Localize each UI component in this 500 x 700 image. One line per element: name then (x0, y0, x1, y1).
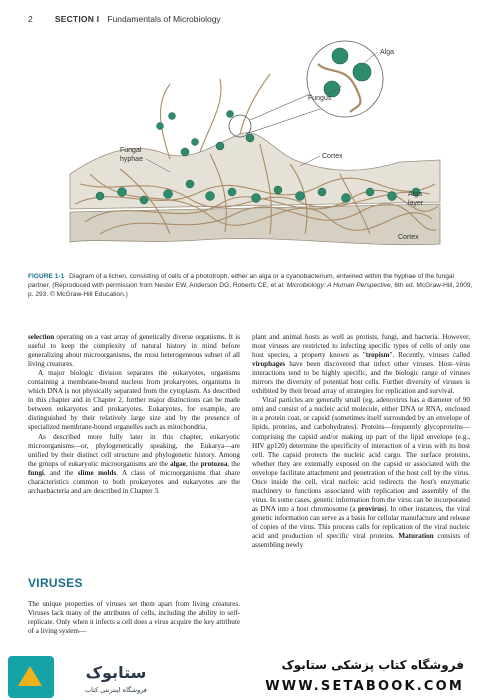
caption-text-2: , 6th ed. McGraw-Hill, 2009, p. 293. © McGraw-Hill Education.) (28, 282, 473, 298)
term-fungi: fungi (28, 468, 44, 477)
paragraph-text: Viral particles are generally small (eg, adenovirus has a diameter of 90 nm) and consist of a nucleic acid molecule, either DNA or RNA, enclosed in a protein coat, or capsid (sometimes itself surrounded by an envelope of lipids, proteins, and carbohydrates). Proteins—frequently glycoproteins—comprising the capsid and/or making up part of the lipid envelope (e.g., HIV gp120) determine the specificity of interaction of a virus with its host cell. The capsid protects the nucleic acid cargo. The surface proteins, whether they are externally exposed on the capsid or associated with the envelope facilitate attachment and penetration of the host cell by the virus. Once inside the cell, viral nucleic acid redirects the host's enzymatic machinery to functions associated with replication and assembly of the virus. In some cases, genetic information from the virus can be incorporated as DNA into a host chromosome (a (252, 396, 470, 513)
paragraph-text: , the (227, 459, 240, 468)
label-cortex-top: Cortex (322, 153, 343, 160)
paragraph-text: consists of assembling newly (252, 532, 470, 550)
left-column (28, 333, 240, 496)
paragraph (28, 600, 240, 636)
paragraph-text: operating on a vast array of genetically diverse organisms. It is useful to keep the complexity of natural history in mind before generalizing about microorganisms, the most heterogeneous subset of all living creatures. (28, 333, 240, 369)
right-column (252, 333, 470, 550)
setabook-logo[interactable] (8, 656, 173, 698)
paragraph (252, 396, 470, 550)
paragraph-text: plant and animal hosts as well as protists, fungi, and bacteria. However, most viruses are restricted to infecting specific types of cells of only one host species, a property known as " (252, 333, 470, 360)
paragraph (28, 433, 240, 496)
paragraph-text: have been discovered that infect other viruses. Host–virus interactions tend to be highly specific, and the biologic range of viruses mirrors the diversity of potential host cells. Further diversity of viruses is exhibited by their broad array of strategies for replication and survival. (252, 360, 470, 396)
label-alga-layer-2: layer (408, 200, 424, 207)
ad-website-url[interactable]: WWW.SETABOOK.COM (265, 679, 464, 694)
lichen-figure (60, 34, 450, 266)
paragraph-text: ". Recently, viruses called (389, 351, 471, 360)
label-cortex-bottom: Cortex (398, 234, 419, 241)
paragraph (252, 333, 470, 396)
paragraph (28, 369, 240, 432)
paragraph-text: A major biologic division separates the eukaryotes, organisms containing a membrane-bound nucleus from prokaryotes, organisms in which DNA is not physically separated from the cytoplasm. As described in this chapter and in Chapter 2, further major distinctions can be made between eukaryotes and prokaryotes. Eukaryotes, for example, are distinguished by their relatively large size and by the presence of specialized membrane-bound organelles such as mitochondria. (28, 369, 240, 432)
caption-text-1: Diagram of a lichen, consisting of cells of a phototroph, either an alga or a cyanobacterium, entwined within the hyphae of the fungal partner. (Reproduced with permission from Nester EW, Anderson DG, Roberts CE, et al: (28, 273, 454, 289)
paragraph (28, 333, 240, 369)
running-header (28, 14, 472, 28)
label-fungus: Fungus (308, 95, 332, 102)
term-provirus: provirus (357, 504, 384, 513)
paragraph-text: As described more fully later in this chapter, eukaryotic microorganisms—or, phylogenetically speaking, the Eukarya—are unified by their distinct cell structure and phylogenetic history. Among the groups of eukaryotic microorganisms are the (28, 432, 240, 468)
logo-subtext: فروشگاه اینترنتی کتاب (85, 686, 147, 694)
label-fungal-hyphae-2: hyphae (120, 156, 143, 163)
paragraph-text: , the (185, 459, 201, 468)
section-heading-viruses: VIRUSES (28, 576, 83, 590)
paragraph-text: . A class of microorganisms that share characteristics common to both prokaryotes and eukaryotes are the archaebacteria and are described in Chapter 3. (28, 468, 240, 495)
term-protozoa: protozoa (200, 459, 228, 468)
page-number: 2 (28, 14, 33, 24)
ad-title-persian: فروشگاه کتاب پزشکی ستابوک (281, 658, 464, 672)
term-algae: algae (170, 459, 186, 468)
left-column-viruses (28, 600, 240, 636)
figure-caption (28, 272, 474, 299)
term-slime-molds: slime molds (77, 468, 117, 477)
logo-text: ستابوک (85, 663, 147, 682)
term-virophages: virophages (252, 360, 286, 369)
paragraph-text: The unique properties of viruses set them apart from living creatures. Viruses lack many of the attributes of cells, including the ability to self-replicate. Only when it infects a cell does a virus acquire the key attribute of a living system— (28, 600, 240, 636)
label-fungal-hyphae-1: Fungal (120, 147, 142, 154)
caption-italic-title: Microbiology: A Human Perspective (286, 282, 391, 289)
term-maturation: Maturation (398, 532, 434, 541)
paragraph-text: ). In other instances, the viral genetic information can serve as a basis for cellular manufacture and release of copies of the virus. This process calls for replication of the viral nucleic acid and production of specific viral proteins. (252, 504, 470, 541)
paragraph-text: , and the (43, 468, 78, 477)
figure-label: FIGURE 1-1 (28, 273, 65, 280)
term-tropism: tropism (365, 351, 390, 360)
label-alga-layer-1: Alga (408, 191, 423, 198)
section-label: SECTION I (54, 14, 100, 24)
term-selection: selection (28, 333, 55, 341)
label-alga: Alga (380, 49, 395, 56)
chapter-title: Fundamentals of Microbiology (107, 14, 221, 24)
